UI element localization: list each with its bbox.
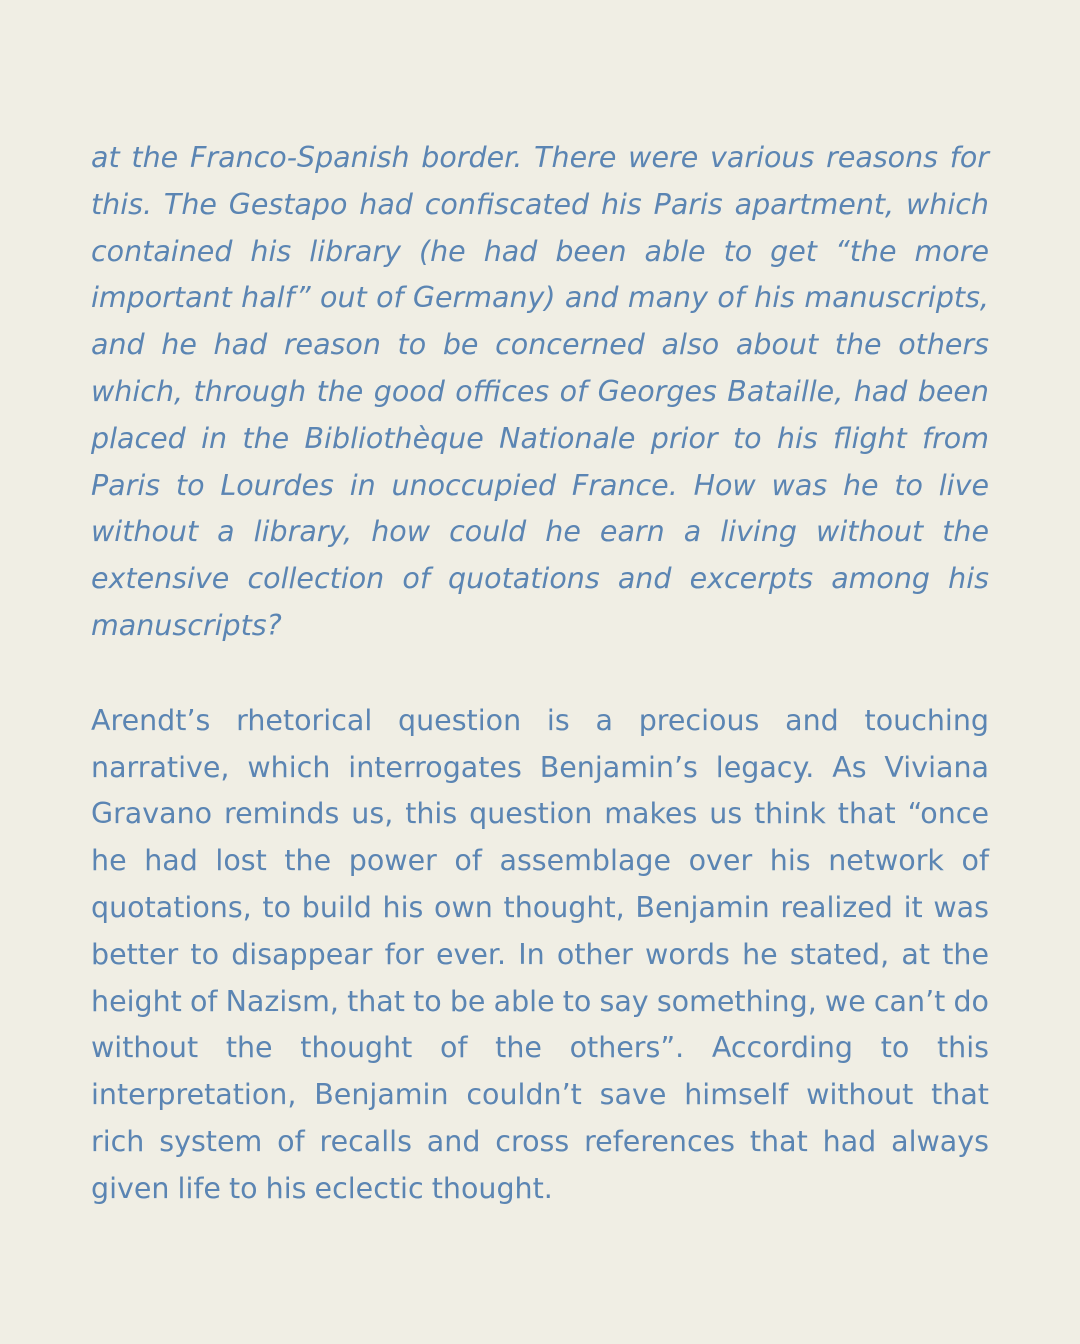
quoted-passage: at the Franco-Spanish border. There were various reasons for this. The Gestapo had confiscated his Paris apartment, which contained his library (he had been able to get “the more important half” out of Germany) and many of his manuscripts, and he had reason to be concerned also about the others which, through the good offices of Georges Bataille, had been placed in the Bibliothèque Nationale prior to his flight from Paris to Lourdes in unoccupied France. How was he to live without a library, how could he earn a living without the extensive collection of quotations and excerpts among his manuscripts? xyxy=(91,141,989,642)
commentary-paragraph: Arendt’s rhetorical question is a precious and touching narrative, which interrogates Benjamin’s legacy. As Viviana Gravano reminds us, this question makes us think that “once he had lost the power of assemblage over his network of quotations, to build his own thought, Benjamin realized it was better to disappear for ever. In other words he stated, at the height of Nazism, that to be able to say something, we can’t do without the thought of the others”. According to this interpretation, Benjamin couldn’t save himself without that rich system of recalls and cross references that had always given life to his eclectic thought. xyxy=(91,703,989,1205)
